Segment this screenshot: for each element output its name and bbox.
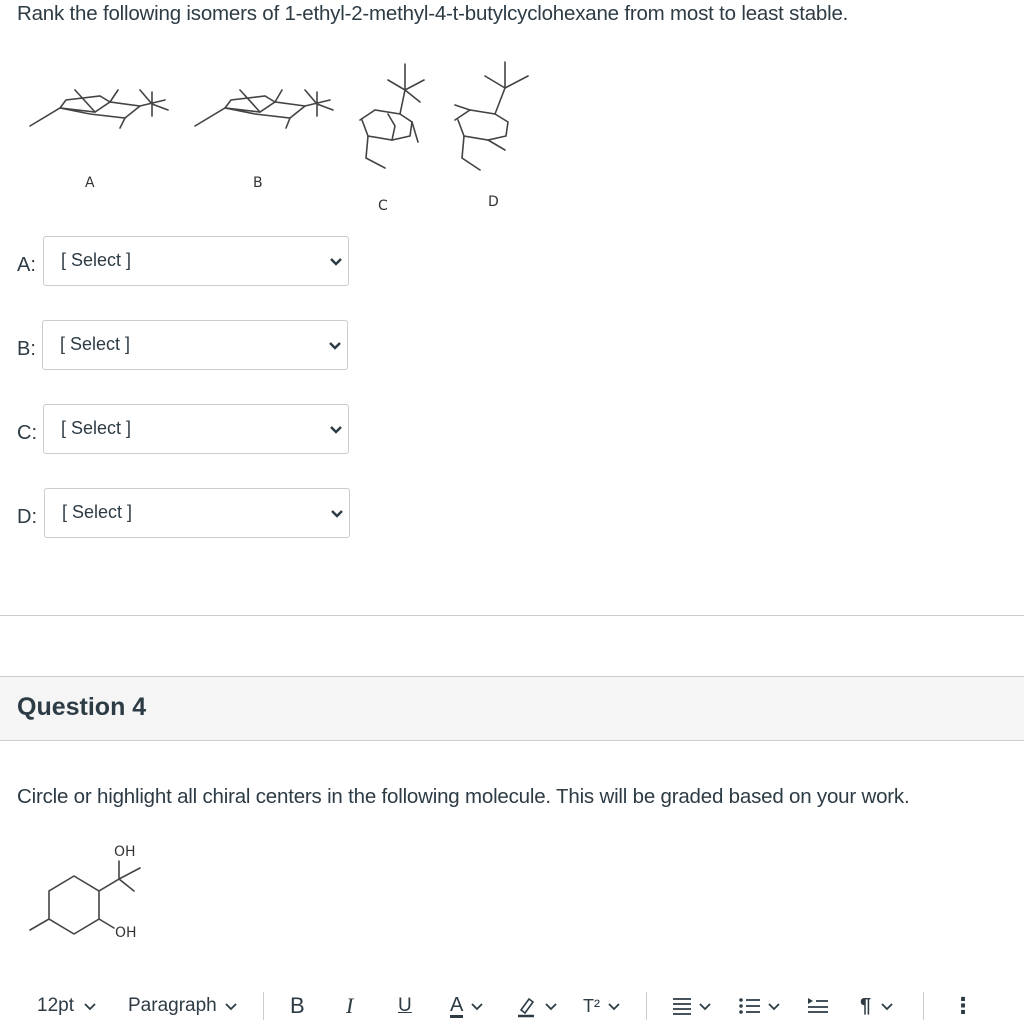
question-4-header bbox=[0, 676, 1024, 741]
chevron-down-icon bbox=[328, 254, 344, 270]
block-format-dropdown[interactable] bbox=[128, 988, 239, 1024]
structure-a bbox=[30, 90, 168, 128]
highlight-color-button[interactable] bbox=[515, 988, 559, 1024]
question-prompt: Rank the following isomers of 1-ethyl-2-methyl-4-t-butylcyclohexane from most to least stable. bbox=[17, 2, 849, 25]
align-button[interactable] bbox=[671, 988, 713, 1024]
select-d[interactable] bbox=[44, 488, 350, 538]
italic-button[interactable] bbox=[346, 988, 353, 1024]
superscript-button[interactable] bbox=[583, 988, 622, 1024]
structure-label-d: D bbox=[488, 194, 499, 210]
chevron-down-icon bbox=[766, 998, 782, 1014]
toolbar-separator bbox=[646, 992, 647, 1020]
block-format-value: Paragraph bbox=[128, 995, 217, 1016]
bold-icon: B bbox=[290, 993, 305, 1018]
row-label-a: A: bbox=[17, 254, 36, 276]
chevron-down-icon bbox=[327, 338, 343, 354]
chevron-down-icon bbox=[469, 998, 485, 1014]
paragraph-mark-icon: ¶ bbox=[860, 994, 872, 1017]
text-color-icon: A bbox=[450, 993, 464, 1016]
select-c-value: [ Select ] bbox=[61, 418, 132, 438]
toolbar-separator bbox=[263, 992, 264, 1020]
structure-c bbox=[360, 64, 424, 168]
select-a-value: [ Select ] bbox=[61, 250, 132, 270]
answer-row-d bbox=[0, 488, 400, 542]
answer-row-b bbox=[0, 320, 400, 374]
oh-label-top: OH bbox=[114, 844, 136, 860]
toolbar-separator bbox=[923, 992, 924, 1020]
chevron-down-icon bbox=[328, 422, 344, 438]
row-label-d: D: bbox=[17, 506, 37, 528]
select-d-value: [ Select ] bbox=[62, 502, 133, 522]
chiral-molecule-structure bbox=[22, 836, 162, 946]
rich-text-toolbar bbox=[0, 988, 1024, 1024]
structure-d bbox=[455, 62, 528, 170]
select-c[interactable] bbox=[43, 404, 349, 454]
list-button[interactable] bbox=[738, 988, 782, 1024]
more-options-button[interactable] bbox=[952, 988, 974, 1024]
italic-icon: I bbox=[346, 993, 354, 1018]
underline-button[interactable] bbox=[398, 988, 412, 1024]
superscript-icon: T² bbox=[583, 995, 600, 1016]
row-label-c: C: bbox=[17, 422, 37, 444]
isomer-structures bbox=[0, 50, 560, 220]
chevron-down-icon bbox=[223, 998, 239, 1014]
question-4-title: Question 4 bbox=[17, 693, 147, 721]
structure-label-c: C bbox=[378, 198, 388, 214]
structure-label-b: B bbox=[253, 175, 263, 191]
select-b[interactable] bbox=[42, 320, 348, 370]
chevron-down-icon bbox=[606, 998, 622, 1014]
align-justify-icon bbox=[671, 996, 693, 1016]
font-size-dropdown[interactable] bbox=[37, 988, 98, 1024]
font-size-value: 12pt bbox=[37, 995, 74, 1016]
chevron-down-icon bbox=[82, 998, 98, 1014]
chevron-down-icon bbox=[329, 506, 345, 522]
bullet-list-icon bbox=[738, 996, 762, 1016]
chevron-down-icon bbox=[697, 998, 713, 1014]
question-divider bbox=[0, 615, 1024, 616]
more-icon: ⋮ bbox=[952, 993, 974, 1018]
paragraph-direction-button[interactable] bbox=[860, 988, 895, 1024]
underline-icon: U bbox=[398, 995, 412, 1016]
structure-label-a: A bbox=[85, 175, 95, 191]
bold-button[interactable] bbox=[290, 988, 305, 1024]
structure-b bbox=[195, 90, 333, 128]
text-color-button[interactable] bbox=[450, 988, 485, 1024]
chevron-down-icon bbox=[543, 998, 559, 1014]
select-a[interactable] bbox=[43, 236, 349, 286]
indent-button[interactable] bbox=[806, 988, 830, 1024]
oh-label-bottom: OH bbox=[115, 925, 137, 941]
question-4-prompt: Circle or highlight all chiral centers in the following molecule. This will be graded based on your work. bbox=[17, 785, 910, 808]
row-label-b: B: bbox=[17, 338, 36, 360]
select-b-value: [ Select ] bbox=[60, 334, 131, 354]
chevron-down-icon bbox=[879, 998, 895, 1014]
highlighter-icon bbox=[515, 994, 537, 1018]
indent-icon bbox=[806, 996, 830, 1016]
answer-row-c bbox=[0, 404, 400, 458]
answer-row-a bbox=[0, 236, 400, 290]
